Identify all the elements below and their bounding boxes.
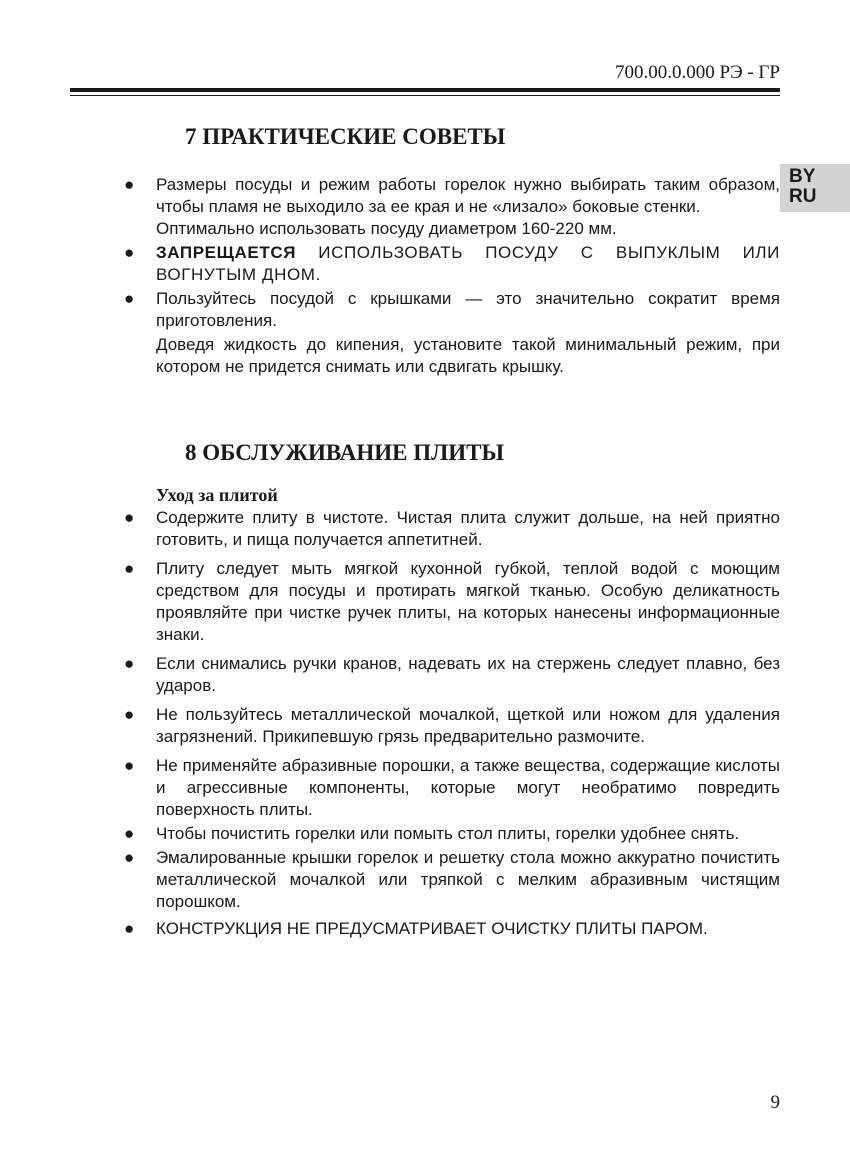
section-7-title: 7 ПРАКТИЧЕСКИЕ СОВЕТЫ xyxy=(185,124,506,149)
list-item-extra-text: Оптимально использовать посуду диаметром 160-220 мм. xyxy=(156,219,617,238)
bullet-icon: ● xyxy=(124,175,135,194)
list-item xyxy=(124,653,780,697)
page-number: 9 xyxy=(770,1092,780,1113)
list-item xyxy=(124,823,780,845)
list-item-text: Эмалированные крышки горелок и решетку стола можно аккуратно почистить металлической мочалкой или тряпкой с мелким абразивным чистящим порошком. xyxy=(156,848,780,911)
bullet-icon: ● xyxy=(124,848,135,867)
list-item-text: Плиту следует мыть мягкой кухонной губкой, теплой водой с моющим средством для посуды и протирать мягкой тканью. Особую деликатность проявляйте при чистке ручек плиты, на которых нанесены информационные знаки. xyxy=(156,559,780,644)
list-item-text: Если снимались ручки кранов, надевать их на стержень следует плавно, без ударов. xyxy=(156,654,780,695)
bullet-icon: ● xyxy=(124,654,135,673)
bullet-icon: ● xyxy=(124,559,135,578)
list-item xyxy=(124,288,780,378)
section-8-title: 8 ОБСЛУЖИВАНИЕ ПЛИТЫ xyxy=(185,440,505,465)
bullet-icon: ● xyxy=(124,289,135,308)
section-8-subtitle: Уход за плитой xyxy=(156,485,278,505)
header-rule-thick xyxy=(70,88,780,92)
section-8-list xyxy=(124,507,780,940)
list-item-text: Содержите плиту в чистоте. Чистая плита служит дольше, на ней приятно готовить, и пища получается аппетитней. xyxy=(156,508,780,549)
list-item-text: Не пользуйтесь металлической мочалкой, щеткой или ножом для удаления загрязнений. Прикипевшую грязь предварительно размочите. xyxy=(156,705,780,746)
list-item-text: Пользуйтесь посудой с крышками — это значительно сократит время приготовления. xyxy=(156,289,780,330)
language-code-by: BY xyxy=(789,166,816,187)
section-7-list xyxy=(124,174,780,378)
bullet-icon: ● xyxy=(124,824,135,843)
list-item-warning xyxy=(124,242,780,286)
bullet-icon: ● xyxy=(124,756,135,775)
list-item xyxy=(124,847,780,913)
document-code: 700.00.0.000 РЭ - ГР xyxy=(615,62,780,83)
list-item-extra-text: Доведя жидкость до кипения, установите такой минимальный режим, при котором не придется снимать или сдвигать крышку. xyxy=(156,335,780,376)
list-item-text xyxy=(156,242,780,286)
list-item xyxy=(124,755,780,821)
bullet-icon: ● xyxy=(124,508,135,527)
list-item-text: Не применяйте абразивные порошки, а также вещества, содержащие кислоты и агрессивные компоненты, которые могут необратимо повредить поверхность плиты. xyxy=(156,756,780,819)
list-item xyxy=(124,918,780,940)
header-rule-thin xyxy=(70,95,780,96)
list-item-text: Чтобы почистить горелки или помыть стол плиты, горелки удобнее снять. xyxy=(156,824,740,843)
bullet-icon: ● xyxy=(124,705,135,724)
warning-text: ИСПОЛЬЗОВАТЬ ПОСУДУ С ВЫПУКЛЫМ ИЛИ ВОГНУТЫМ ДНОМ. xyxy=(156,243,780,284)
bullet-icon: ● xyxy=(124,919,135,938)
bullet-icon: ● xyxy=(124,243,135,262)
warning-keyword: ЗАПРЕЩАЕТСЯ xyxy=(156,243,297,262)
list-item xyxy=(124,704,780,748)
list-item-text: КОНСТРУКЦИЯ НЕ ПРЕДУСМАТРИВАЕТ ОЧИСТКУ ПЛИТЫ ПАРОМ. xyxy=(156,919,708,938)
language-code-ru: RU xyxy=(789,186,817,207)
list-item-text: Размеры посуды и режим работы горелок нужно выбирать таким образом, чтобы пламя не выходило за ее края и не «лизало» боковые стенки. xyxy=(156,175,780,216)
list-item xyxy=(124,558,780,646)
language-tab xyxy=(780,164,850,212)
list-item xyxy=(124,507,780,551)
list-item xyxy=(124,174,780,240)
